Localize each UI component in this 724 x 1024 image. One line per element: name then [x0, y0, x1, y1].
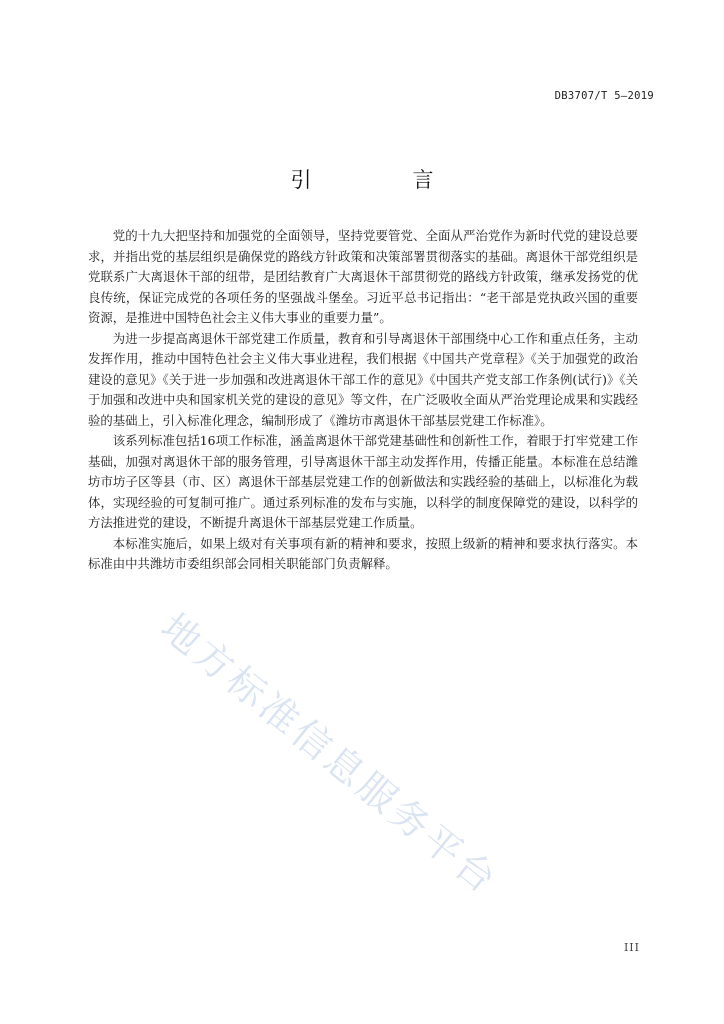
page-number: III	[623, 941, 640, 954]
paragraph: 党的十九大把坚持和加强党的全面领导，坚持党要管党、全面从严治党作为新时代党的建设总要求，并指出党的基层组织是确保党的路线方针政策和决策部署贯彻落实的基础。离退休干部党组织是党联系广大离退休干部的纽带，是团结教育广大离退休干部贯彻党的路线方针政策，继承发扬党的优良传统，保证完成党的各项任务的坚强战斗堡垒。习近平总书记指出：“老干部是党执政兴国的重要资源，是推进中国特色社会主义伟大事业的重要力量”。	[88, 228, 638, 325]
introduction-body	[88, 226, 638, 575]
document-code: DB3707/T 5—2019	[554, 90, 654, 102]
watermark: 地方标准信息服务平台	[152, 604, 507, 904]
paragraph: 为进一步提高离退休干部党建工作质量，教育和引导离退休干部围绕中心工作和重点任务，主动发挥作用，推动中国特色社会主义伟大事业进程，我们根据《中国共产党章程》《关于加强党的政治建设的意见》《关于进一步加强和改进离退休干部工作的意见》《中国共产党支部工作条例(试行)》《关于加强和改进中央和国家机关党的建设的意见》等文件，在广泛吸收全面从严治党理论成果和实践经验的基础上，引入标准化理念，编制形成了《潍坊市离退休干部基层党建工作标准》。	[88, 330, 638, 428]
paragraph: 该系列标准包括16项工作标准，涵盖离退休干部党建基础性和创新性工作，着眼于打牢党建工作基础，加强对离退休干部的服务管理，引导离退休干部主动发挥作用，传播正能量。本标准在总结潍坊市坊子区等县（市、区）离退休干部基层党建工作的创新做法和实践经验的基础上，以标准化为载体，实现经验的可复制可推广。通过系列标准的发布与实施，以科学的制度保障党的建设，以科学的方法推进党的建设，不断提升离退休干部基层党建工作质量。	[88, 433, 638, 530]
section-title: 引 言	[290, 168, 474, 192]
paragraph: 本标准实施后，如果上级对有关事项有新的精神和要求，按照上级新的精神和要求执行落实。本标准由中共潍坊市委组织部会同相关职能部门负责解释。	[88, 535, 638, 571]
